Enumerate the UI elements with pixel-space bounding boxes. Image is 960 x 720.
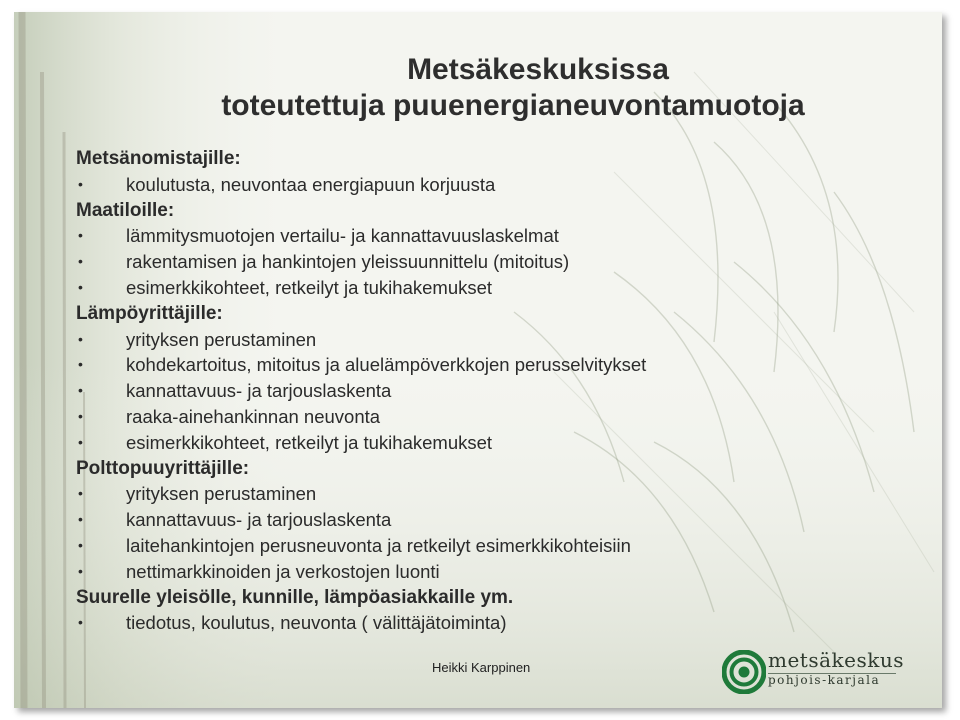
bullet-icon: • bbox=[78, 485, 83, 502]
bullet-icon: • bbox=[78, 356, 83, 373]
logo-name: metsäkeskus bbox=[768, 648, 905, 672]
list-item-text: kannattavuus- ja tarjouslaskenta bbox=[126, 380, 392, 402]
section-heading: Maatiloille: bbox=[76, 199, 175, 221]
list-item-text: yrityksen perustaminen bbox=[126, 483, 317, 505]
list-item bbox=[76, 249, 836, 275]
list-item bbox=[76, 404, 836, 430]
list-item-text: tiedotus, koulutus, neuvonta ( välittäjätoiminta) bbox=[126, 612, 507, 634]
slide-title bbox=[14, 52, 942, 124]
section-heading: Suurelle yleisölle, kunnille, lämpöasiakkaille ym. bbox=[76, 586, 514, 608]
slide bbox=[14, 12, 942, 708]
list-item-text: lämmitysmuotojen vertailu- ja kannattavuuslaskelmat bbox=[126, 225, 559, 247]
list-item bbox=[76, 533, 836, 559]
bullet-icon: • bbox=[78, 614, 83, 631]
bullet-icon: • bbox=[78, 511, 83, 528]
bullet-icon: • bbox=[78, 562, 83, 579]
list-item bbox=[76, 352, 836, 378]
list-item-text: kannattavuus- ja tarjouslaskenta bbox=[126, 509, 392, 531]
list-item bbox=[76, 481, 836, 507]
list-item bbox=[76, 327, 836, 353]
list-item bbox=[76, 378, 836, 404]
list-item bbox=[76, 172, 836, 198]
bullet-icon: • bbox=[78, 433, 83, 450]
list-item-text: nettimarkkinoiden ja verkostojen luonti bbox=[126, 560, 440, 582]
list-item-text: koulutusta, neuvontaa energiapuun korjuusta bbox=[126, 173, 496, 195]
list-item bbox=[76, 223, 836, 249]
metsakeskus-logo bbox=[722, 646, 922, 698]
bullet-icon: • bbox=[78, 330, 83, 347]
list-item bbox=[76, 610, 836, 636]
section-heading: Polttopuuyrittäjille: bbox=[76, 457, 250, 479]
list-item bbox=[76, 559, 836, 585]
section-heading: Metsänomistajille: bbox=[76, 148, 241, 169]
concentric-rings-logo-icon bbox=[722, 650, 766, 694]
bullet-icon: • bbox=[78, 253, 83, 270]
title-line-1: Metsäkeskuksissa bbox=[407, 53, 669, 86]
footer-author: Heikki Karppinen bbox=[432, 660, 531, 675]
list-item-text: raaka-ainehankinnan neuvonta bbox=[126, 405, 381, 427]
content-list bbox=[76, 146, 836, 636]
list-item-text: laitehankintojen perusneuvonta ja retkeilyt esimerkkikohteisiin bbox=[126, 534, 631, 556]
bullet-icon: • bbox=[78, 382, 83, 399]
list-item-text: esimerkkikohteet, retkeilyt ja tukihakemukset bbox=[126, 276, 493, 298]
list-item bbox=[76, 275, 836, 301]
bullet-icon: • bbox=[78, 536, 83, 553]
title-line-2: toteutettuja puuenergianeuvontamuotoja bbox=[221, 89, 805, 122]
bullet-icon: • bbox=[78, 407, 83, 424]
bullet-icon: • bbox=[78, 175, 83, 192]
section-heading: Lämpöyrittäjille: bbox=[76, 302, 223, 324]
logo-region: pohjois-karjala bbox=[768, 673, 881, 687]
list-item-text: rakentamisen ja hankintojen yleissuunnittelu (mitoitus) bbox=[126, 251, 570, 273]
list-item bbox=[76, 507, 836, 533]
list-item-text: yrityksen perustaminen bbox=[126, 328, 317, 350]
bullet-icon: • bbox=[78, 227, 83, 244]
bullet-icon: • bbox=[78, 278, 83, 295]
list-item-text: kohdekartoitus, mitoitus ja aluelämpöverkkojen perusselvitykset bbox=[126, 354, 647, 376]
list-item bbox=[76, 430, 836, 456]
list-item-text: esimerkkikohteet, retkeilyt ja tukihakemukset bbox=[126, 431, 493, 453]
